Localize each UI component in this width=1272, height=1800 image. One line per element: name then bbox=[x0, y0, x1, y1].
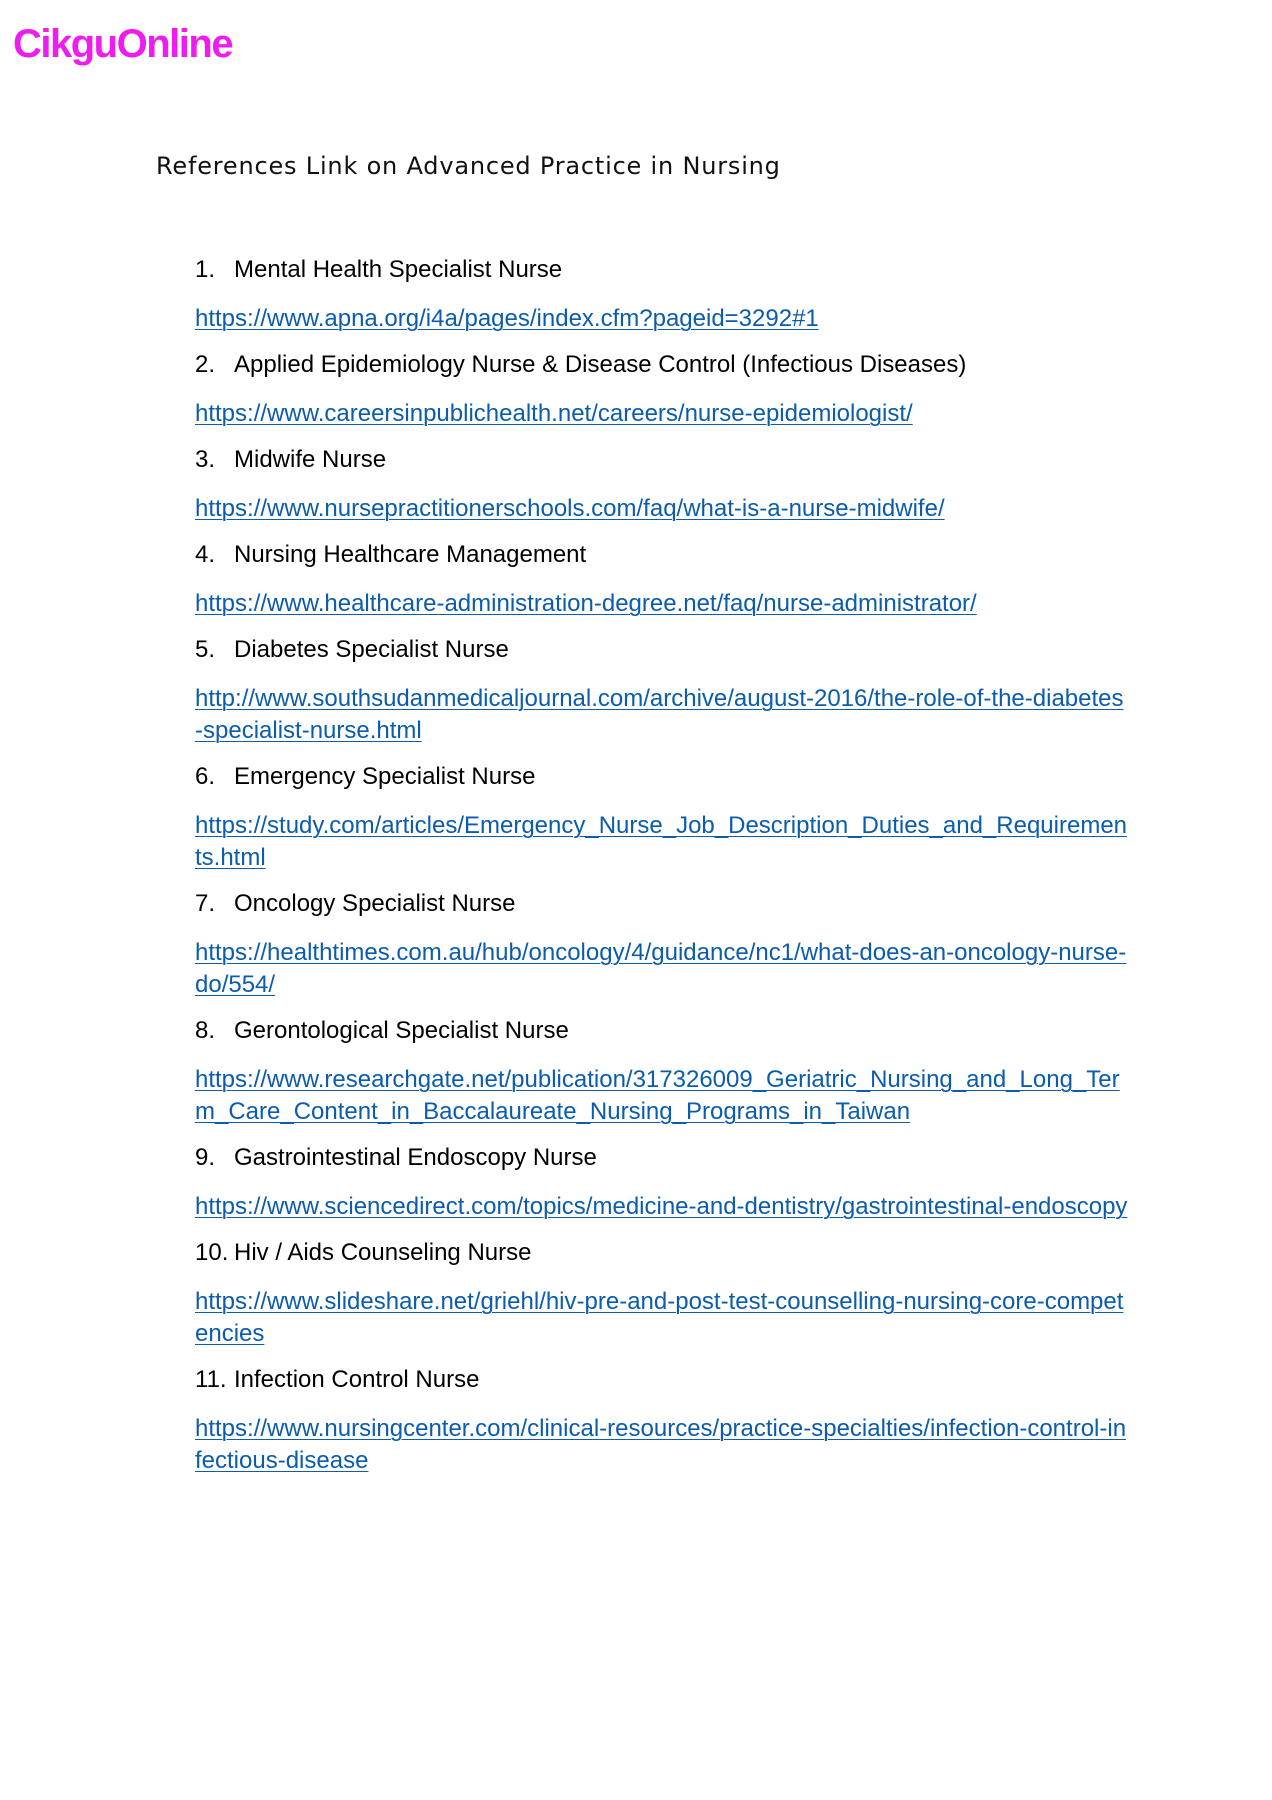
reference-number: 2. bbox=[195, 351, 216, 378]
reference-title: Gastrointestinal Endoscopy Nurse bbox=[234, 1144, 597, 1171]
document-title: References Link on Advanced Practice in Nursing bbox=[156, 152, 781, 180]
reference-title: Hiv / Aids Counseling Nurse bbox=[234, 1239, 532, 1266]
reference-item bbox=[195, 888, 1130, 1001]
reference-item bbox=[195, 539, 1130, 620]
reference-item bbox=[195, 1237, 1130, 1350]
reference-number: 1. bbox=[195, 256, 216, 283]
brand-logo: CikguOnline bbox=[13, 22, 233, 66]
reference-title: Midwife Nurse bbox=[234, 446, 387, 473]
reference-number: 6. bbox=[195, 763, 216, 790]
reference-link[interactable]: https://www.nursingcenter.com/clinical-resources/practice-specialties/infection-control-infectious-disease bbox=[195, 1415, 1127, 1474]
reference-link[interactable]: https://www.researchgate.net/publication/317326009_Geriatric_Nursing_and_Long_Term_Care_Content_in_Baccalaureate_Nursing_Programs_in_Taiwan bbox=[195, 1066, 1120, 1125]
reference-heading bbox=[195, 1237, 1130, 1269]
reference-link[interactable]: https://www.slideshare.net/griehl/hiv-pre-and-post-test-counselling-nursing-core-competencies bbox=[195, 1288, 1124, 1347]
reference-title: Mental Health Specialist Nurse bbox=[234, 256, 563, 283]
reference-title: Nursing Healthcare Management bbox=[234, 541, 587, 568]
reference-item bbox=[195, 444, 1130, 525]
reference-heading bbox=[195, 1015, 1130, 1047]
reference-title: Emergency Specialist Nurse bbox=[234, 763, 536, 790]
reference-title: Gerontological Specialist Nurse bbox=[234, 1017, 569, 1044]
reference-item bbox=[195, 634, 1130, 747]
reference-link[interactable]: https://www.healthcare-administration-degree.net/faq/nurse-administrator/ bbox=[195, 590, 977, 617]
reference-title: Oncology Specialist Nurse bbox=[234, 890, 516, 917]
reference-number: 4. bbox=[195, 541, 216, 568]
reference-link[interactable]: http://www.southsudanmedicaljournal.com/archive/august-2016/the-role-of-the-diabetes-specialist-nurse.html bbox=[195, 685, 1124, 744]
reference-link[interactable]: https://study.com/articles/Emergency_Nurse_Job_Description_Duties_and_Requirements.html bbox=[195, 812, 1128, 871]
reference-number: 8. bbox=[195, 1017, 216, 1044]
reference-heading bbox=[195, 1142, 1130, 1174]
reference-heading bbox=[195, 761, 1130, 793]
reference-number: 3. bbox=[195, 446, 216, 473]
reference-heading bbox=[195, 1364, 1130, 1396]
reference-item bbox=[195, 349, 1130, 430]
reference-link[interactable]: https://www.careersinpublichealth.net/careers/nurse-epidemiologist/ bbox=[195, 400, 913, 427]
reference-link[interactable]: https://healthtimes.com.au/hub/oncology/4/guidance/nc1/what-does-an-oncology-nurse-do/554/ bbox=[195, 939, 1127, 998]
reference-heading bbox=[195, 634, 1130, 666]
reference-heading bbox=[195, 254, 1130, 286]
reference-number: 5. bbox=[195, 636, 216, 663]
reference-list bbox=[195, 254, 1130, 1491]
reference-number: 7. bbox=[195, 890, 216, 917]
reference-heading bbox=[195, 349, 1130, 381]
reference-link[interactable]: https://www.apna.org/i4a/pages/index.cfm?pageid=3292#1 bbox=[195, 305, 819, 332]
reference-heading bbox=[195, 539, 1130, 571]
reference-title: Applied Epidemiology Nurse & Disease Control (Infectious Diseases) bbox=[234, 351, 967, 378]
reference-heading bbox=[195, 888, 1130, 920]
reference-number: 11. bbox=[195, 1366, 227, 1393]
reference-title: Infection Control Nurse bbox=[234, 1366, 480, 1393]
reference-title: Diabetes Specialist Nurse bbox=[234, 636, 509, 663]
reference-link[interactable]: https://www.nursepractitionerschools.com/faq/what-is-a-nurse-midwife/ bbox=[195, 495, 945, 522]
reference-item bbox=[195, 1364, 1130, 1477]
reference-number: 10. bbox=[195, 1239, 229, 1266]
reference-item bbox=[195, 1142, 1130, 1223]
reference-item bbox=[195, 254, 1130, 335]
reference-heading bbox=[195, 444, 1130, 476]
reference-link[interactable]: https://www.sciencedirect.com/topics/medicine-and-dentistry/gastrointestinal-endoscopy bbox=[195, 1193, 1128, 1220]
reference-item bbox=[195, 761, 1130, 874]
reference-item bbox=[195, 1015, 1130, 1128]
reference-number: 9. bbox=[195, 1144, 216, 1171]
